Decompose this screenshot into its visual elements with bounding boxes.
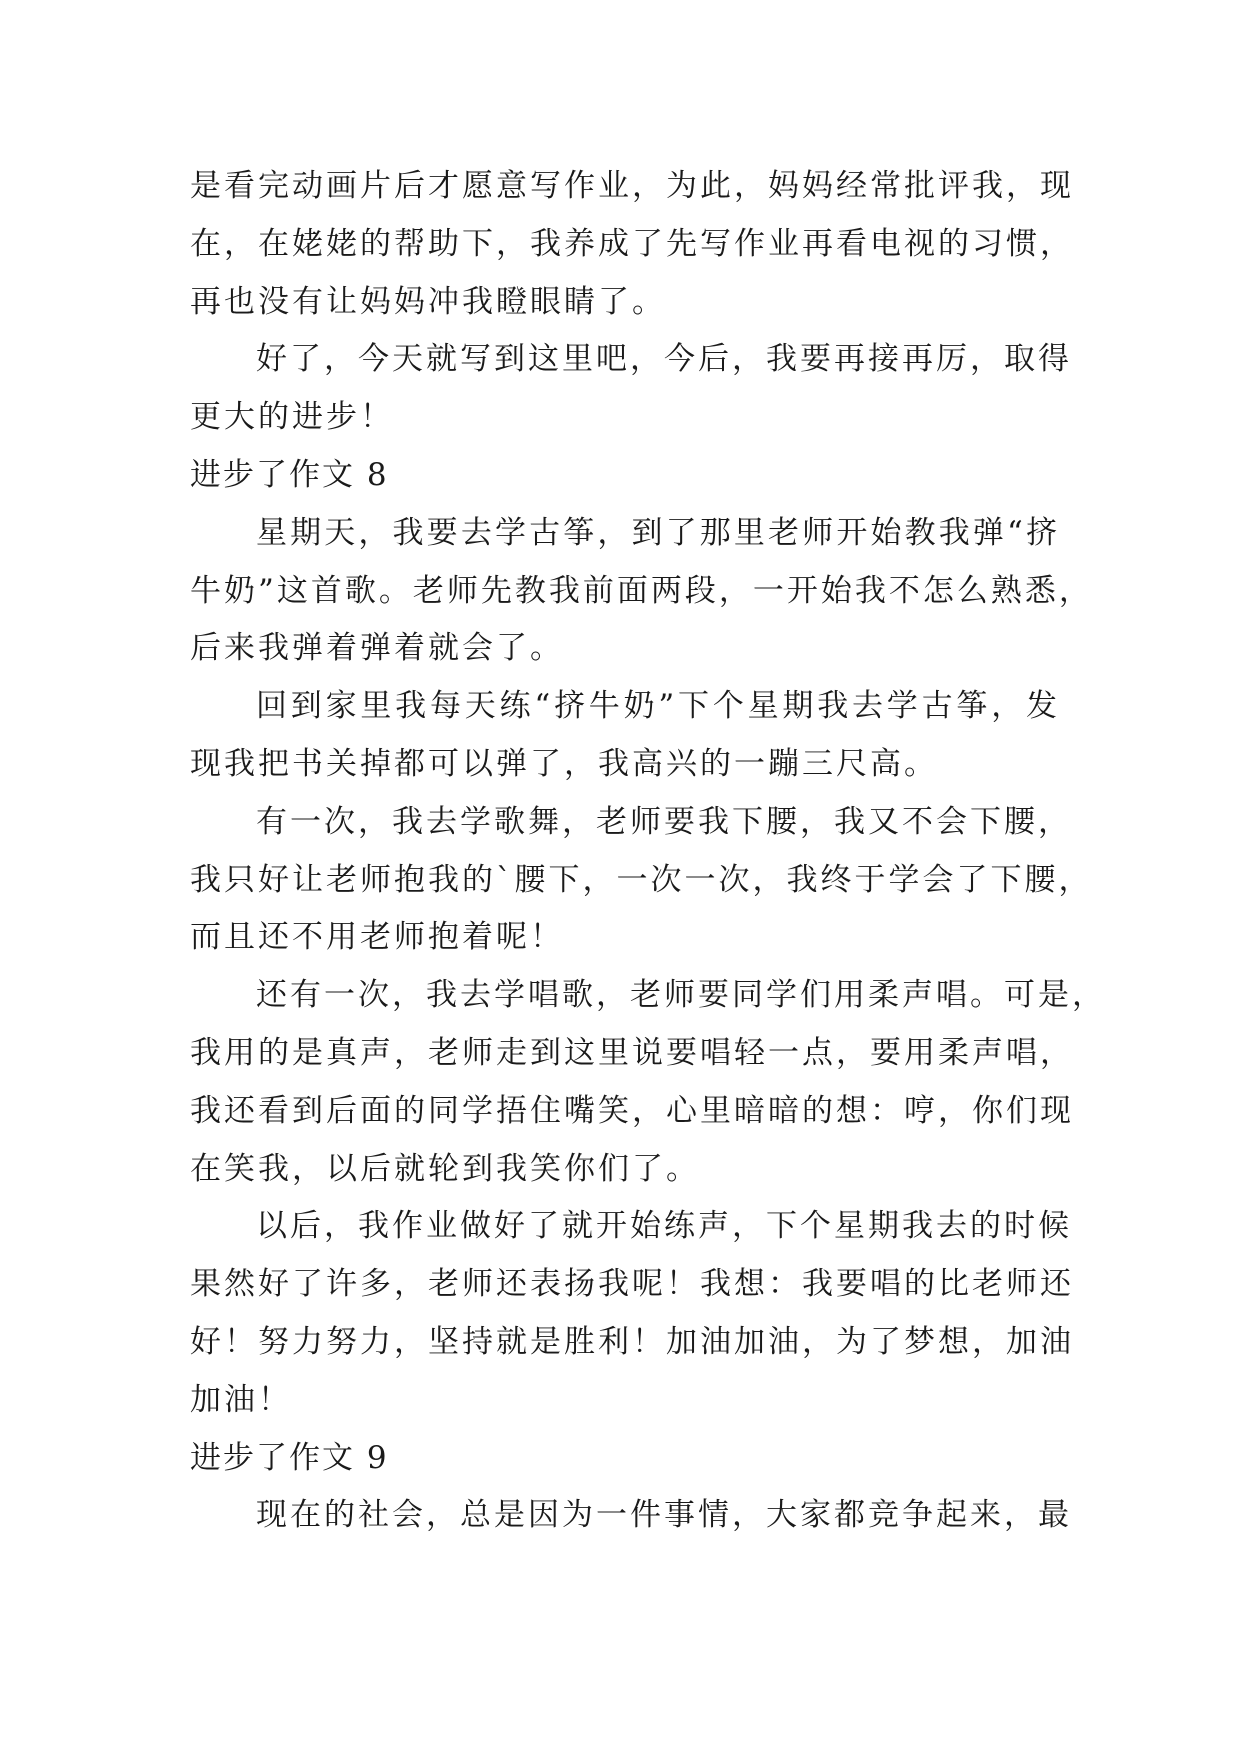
paragraph [190, 678, 1060, 794]
paragraph-line: 果然好了许多，老师还表扬我呢！我想：我要唱的比老师还 [190, 1266, 1074, 1303]
paragraph-line: 以后，我作业做好了就开始练声，下个星期我去的时候 [256, 1208, 1072, 1245]
paragraph-line: 星期天，我要去学古筝，到了那里老师开始教我弹“挤 [256, 514, 1060, 551]
paragraph-line: 而且还不用老师抱着呢！ [190, 919, 564, 956]
paragraph [190, 1198, 1074, 1429]
paragraph [190, 794, 1093, 967]
paragraph-line: 牛奶”这首歌。老师先教我前面两段，一开始我不怎么熟悉， [190, 572, 1093, 609]
paragraph-line: 我还看到后面的同学捂住嘴笑，心里暗暗的想：哼，你们现 [190, 1092, 1074, 1129]
paragraph-line: 有一次，我去学歌舞，老师要我下腰，我又不会下腰， [256, 803, 1072, 840]
paragraph-line: 好！努力努力，坚持就是胜利！加油加油，为了梦想，加油 [190, 1323, 1074, 1360]
paragraph-line: 我只好让老师抱我的`腰下，一次一次，我终于学会了下腰， [190, 861, 1093, 898]
paragraph [190, 505, 1093, 678]
paragraph-line: 再也没有让妈妈冲我瞪眼睛了。 [190, 283, 666, 320]
paragraph-line: 还有一次，我去学唱歌，老师要同学们用柔声唱。可是， [256, 977, 1106, 1014]
paragraph-line: 在，在姥姥的帮助下，我养成了先写作业再看电视的习惯， [190, 225, 1074, 262]
section-heading [190, 447, 1060, 505]
paragraph-line: 后来我弹着弹着就会了。 [190, 630, 564, 667]
paragraph-line: 加油！ [190, 1381, 292, 1418]
section-heading [190, 1430, 1060, 1488]
heading-text: 进步了作文 8 [190, 456, 389, 493]
paragraph [190, 967, 1106, 1198]
heading-text: 进步了作文 9 [190, 1439, 389, 1476]
paragraph-line: 现在的社会，总是因为一件事情，大家都竞争起来，最 [256, 1497, 1072, 1534]
paragraph [190, 331, 1072, 447]
paragraph [190, 1487, 1072, 1545]
paragraph-line: 在笑我，以后就轮到我笑你们了。 [190, 1150, 700, 1187]
paragraph [190, 158, 1074, 331]
paragraph-line: 更大的进步！ [190, 399, 394, 436]
paragraph-line: 是看完动画片后才愿意写作业，为此，妈妈经常批评我，现 [190, 168, 1074, 204]
paragraph-line: 好了，今天就写到这里吧，今后，我要再接再厉，取得 [256, 341, 1072, 378]
paragraph-line: 现我把书关掉都可以弹了，我高兴的一蹦三尺高。 [190, 745, 938, 782]
document-body [190, 158, 1106, 1545]
paragraph-line: 我用的是真声，老师走到这里说要唱轻一点，要用柔声唱， [190, 1034, 1074, 1071]
paragraph-line: 回到家里我每天练“挤牛奶”下个星期我去学古筝，发 [256, 688, 1060, 725]
